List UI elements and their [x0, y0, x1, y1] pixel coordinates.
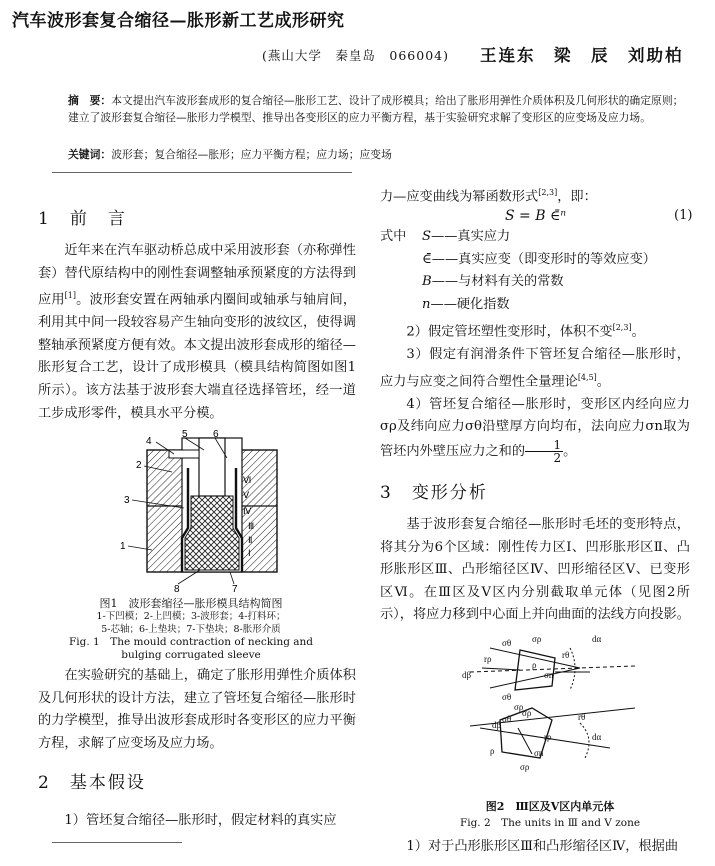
fig1-label: 5: [182, 429, 188, 440]
definition-row: 式中 S——真实应力: [380, 229, 511, 244]
svg-text:rθ: rθ: [562, 650, 570, 660]
ref-2-3: [2,3]: [538, 188, 558, 197]
fig2-caption-en: Fig. 2 The units in Ⅲ and Ⅴ zone: [459, 817, 641, 829]
figure-2-caption: [440, 800, 660, 830]
svg-text:dβ: dβ: [462, 670, 472, 680]
assumption-1-cont: 力—应变曲线为幂函数形式[2,3]，即：: [380, 188, 597, 205]
section-1-body: [38, 240, 356, 425]
fig1-label: 7: [232, 584, 238, 594]
svg-text:dα: dα: [592, 732, 602, 742]
section-1-title: 1 前 言: [38, 209, 127, 229]
fig1-parts-2: 5-芯轴；6-上垫块；7-下垫块；8-胀形介质: [101, 624, 281, 635]
svg-text:ρ: ρ: [532, 660, 537, 670]
svg-text:rθ: rθ: [578, 712, 586, 722]
abstract-text: 本文提出汽车波形套成形的复合缩径—胀形工艺、设计了成形模具；给出了胀形用弹性介质体积及几何形状的确定原则；建立了波形套复合缩径—胀形力学模型、推导出各变形区的应力平衡方程，基于实验研究求解了变形区的应变场及应力场。: [68, 94, 684, 124]
fig1-label: Ⅳ: [243, 506, 252, 516]
left-paragraph-2: 在实验研究的基础上，确定了胀形用弹性介质体积及几何形状的设计方法，建立了管坯复合缩径—胀形时的力学模型，推导出波形套成形时各变形区的应力平衡方程，求解了应变场及应力场。: [38, 668, 356, 751]
svg-text:σρ: σρ: [520, 762, 530, 772]
figure-1-mould-diagram: [112, 428, 312, 594]
fig1-parts-1: 1-下凹模；2-上凹模；3-波形套；4-打料环；: [96, 611, 286, 622]
fig1-label: 3: [124, 495, 130, 506]
svg-text:σn: σn: [544, 670, 554, 680]
assumption-3: 3）假定有润滑条件下管坯复合缩径—胀形时，应力与应变之间符合塑性全量理论[4,5]。: [380, 346, 690, 389]
fig1-label: 6: [213, 429, 219, 440]
figure-1-caption: [60, 597, 322, 662]
equation-1: S = B ∈̄ⁿ: [505, 208, 566, 224]
assumption-2: 2）假定管坯塑性变形时，体积不变[2,3]。: [406, 323, 645, 340]
fig1-label: Ⅰ: [248, 548, 251, 558]
equation-1-number: (1): [674, 208, 693, 223]
svg-text:rρ: rρ: [484, 654, 492, 664]
fig1-label: 4: [146, 436, 152, 447]
keywords: [68, 147, 688, 162]
header-rule: [52, 172, 352, 173]
fig1-label: Ⅵ: [243, 475, 252, 485]
abstract-label: 摘 要：: [68, 94, 112, 107]
section-3-body: 基于波形套复合缩径—胀形时毛坯的变形特点，将其分为6个区域：刚性传力区Ⅰ、凹形胀形区Ⅱ、凸形胀形区Ⅲ、凸形缩径区Ⅳ、凹形缩径区Ⅴ、已变形区Ⅵ。在Ⅲ区及Ⅴ区内分别截取单元体（见图2所示），将应力移到中心面上并向曲面的法线方向投影。: [380, 517, 690, 623]
intro-paragraph: 近年来在汽车驱动桥总成中采用波形套（亦称弹性套）替代原结构中的刚性套调整轴承预紧度的方法得到应用[1]。波形套安置在两轴承内圈间或轴承与轴肩间，利用其中间一段较容易产生轴向变形的波纹区，使得调整轴承预紧度方便有效。本文提出波形套成形的缩径—胀形复合工艺，设计了成形模具（模具结构简图如图1所示）。该方法基于波形套大端直径选择管坯，经一道工步成形零件，模具水平分模。: [38, 243, 357, 421]
affiliation: (燕山大学 秦皇岛 066004): [262, 48, 449, 63]
fig1-caption-en-1: Fig. 1 The mould contraction of necking and: [68, 636, 314, 648]
fig1-caption-cn: 图1 波形套缩径—胀形模具结构简图: [99, 597, 283, 610]
svg-text:σρ: σρ: [532, 634, 542, 644]
svg-text:dα: dα: [592, 634, 602, 644]
section-3-title: 3 变形分析: [380, 483, 488, 503]
symbol-definitions: [380, 226, 690, 316]
keywords-label: 关键词：: [68, 148, 112, 161]
assumption-4: 4）管坯复合缩径—胀形时，变形区内经向应力σρ及纬向应力σθ沿壁厚方向均布，法向应力σn取为管坯内外壁压应力之和的 $\frac{1}{2}$ 。: [380, 396, 690, 465]
ref-1: [1]: [64, 291, 77, 301]
definition-row: B——与材料有关的常数: [422, 274, 564, 290]
fig1-label: 1: [120, 541, 126, 552]
paper-title: 汽车波形套复合缩径—胀形新工艺成形研究: [12, 11, 345, 31]
figure-2-element-diagram: [460, 628, 640, 788]
fig1-label: 2: [136, 460, 142, 471]
fig1-label: Ⅴ: [243, 490, 250, 500]
fig1-label: Ⅱ: [248, 535, 253, 545]
fig1-caption-en-2: bulging corrugated sleeve: [121, 649, 261, 661]
fraction-half: $\frac{1}{2}$: [525, 439, 563, 464]
svg-text:σρ: σρ: [522, 708, 532, 718]
section-2-title: 2 基本假设: [38, 773, 146, 793]
svg-text:σρ: σρ: [514, 702, 524, 712]
fig2-caption-cn: 图2 Ⅲ区及Ⅴ区内单元体: [485, 800, 615, 813]
svg-text:σθ: σθ: [502, 714, 512, 724]
footnote-rule: [52, 842, 182, 843]
definition-row: ∈̄——真实应变（即变形时的等效应变）: [422, 251, 656, 267]
authors: 王连东 梁 辰 刘助柏: [480, 46, 684, 65]
definition-row: n——硬化指数: [422, 296, 510, 312]
svg-text:σθ: σθ: [502, 638, 512, 648]
svg-text:dβ: dβ: [492, 720, 502, 730]
svg-text:σθ: σθ: [502, 692, 512, 702]
fig1-label: Ⅲ: [248, 521, 255, 531]
keywords-text: 波形套；复合缩径—胀形；应力平衡方程；应力场；应变场: [111, 148, 392, 161]
svg-text:σn: σn: [534, 748, 544, 758]
fig1-label: 8: [174, 584, 180, 594]
abstract: [68, 93, 688, 126]
assumptions-2-4: [380, 317, 690, 464]
svg-text:ρ: ρ: [490, 746, 495, 756]
section-3-cont: 1）对于凸形胀形区Ⅲ和凸形缩径区Ⅳ，根据曲: [406, 839, 679, 854]
section-2-body: 1）管坯复合缩径—胀形时，假定材料的真实应: [64, 813, 337, 828]
svg-text:rρ: rρ: [544, 732, 552, 742]
